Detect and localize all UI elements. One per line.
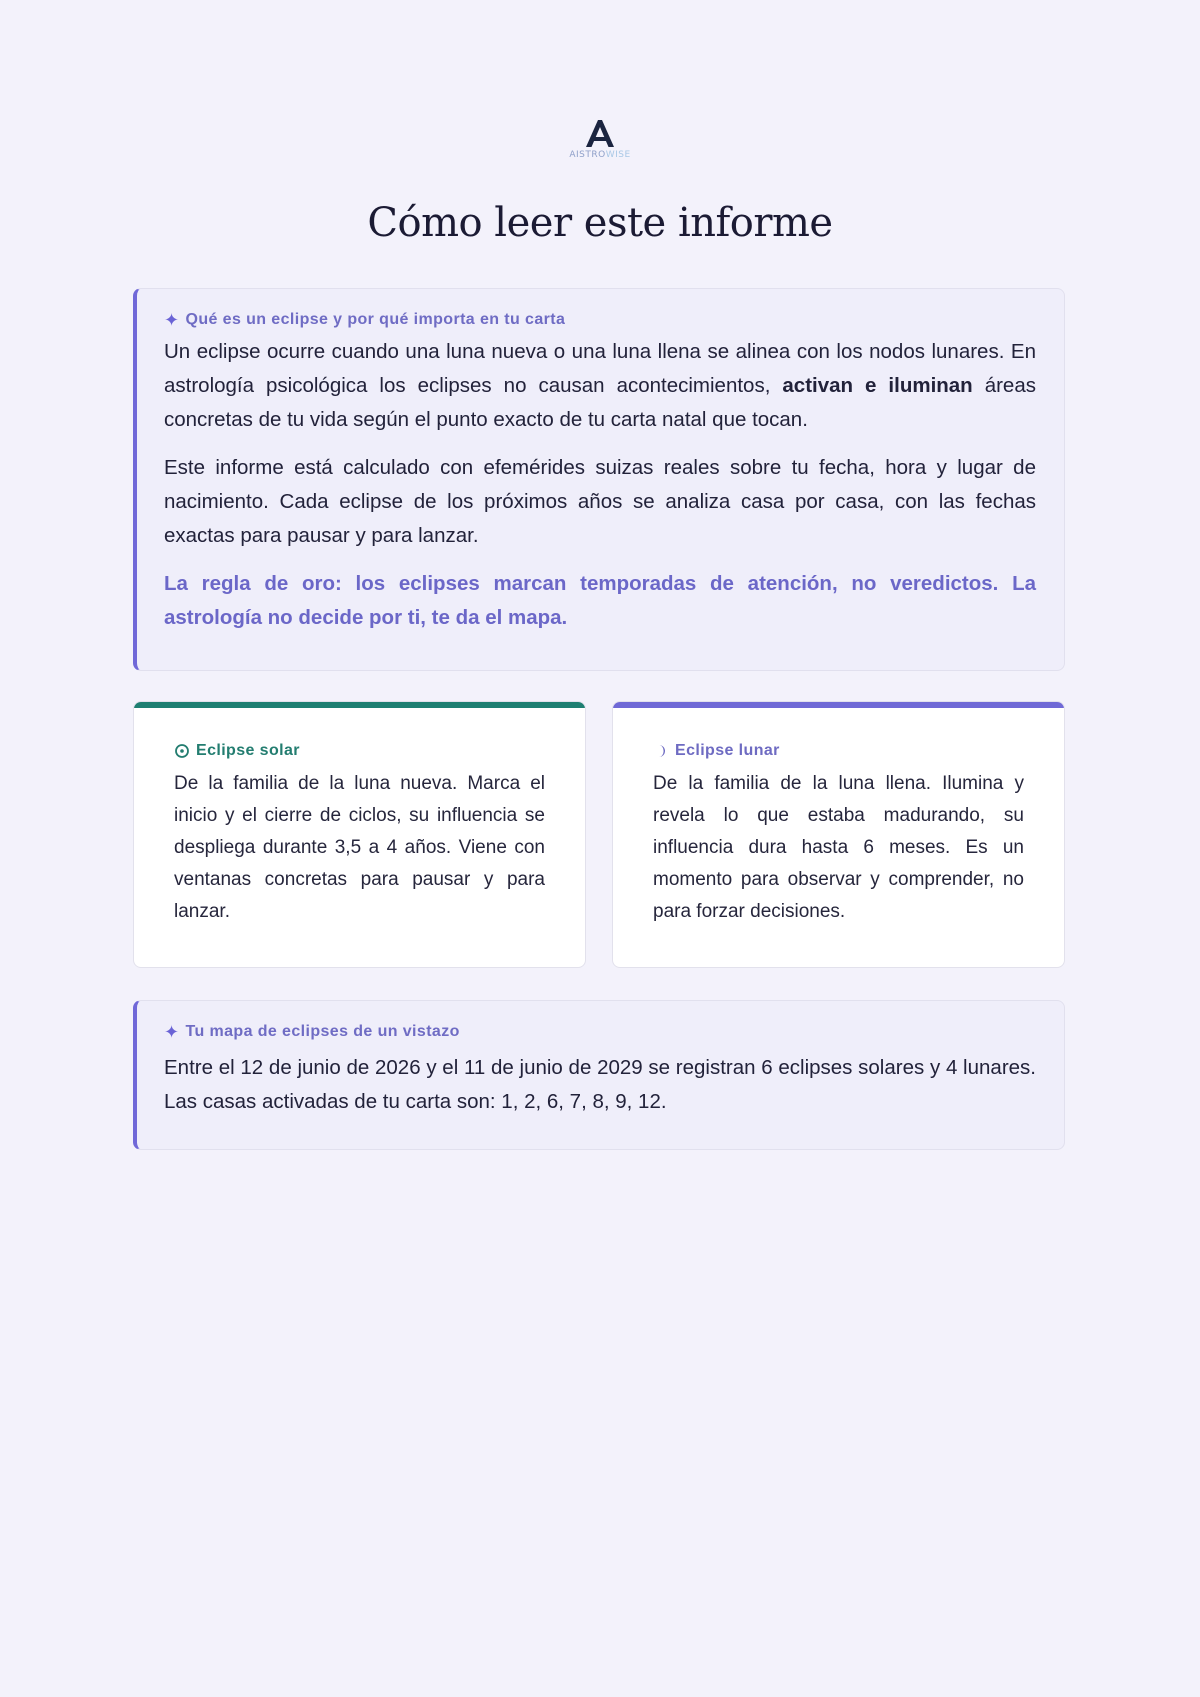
page-title: Cómo leer este informe xyxy=(367,200,833,246)
lunar-eclipse-description: De la familia de la luna llena. Ilumina y revela lo que estaba madurando, su influencia dura hasta 6 meses. Es un momento para observar y comprender, no para forzar decisiones. xyxy=(653,773,1024,922)
summary-callout-heading: ✦ Tu mapa de eclipses de un vistazo xyxy=(164,1022,460,1042)
intro-callout-heading: ✦ Qué es un eclipse y por qué importa en tu carta xyxy=(164,310,566,330)
lunar-eclipse-card xyxy=(612,701,1065,968)
sparkle-icon: ✦ xyxy=(164,310,180,330)
sun-icon xyxy=(174,743,190,759)
brand-logo xyxy=(0,118,1200,160)
solar-eclipse-card xyxy=(133,701,586,968)
sparkle-icon: ✦ xyxy=(164,1022,180,1042)
solar-eclipse-heading: Eclipse solar xyxy=(174,742,545,760)
lunar-eclipse-heading: Eclipse lunar xyxy=(653,742,1024,760)
summary-text: Entre el 12 de junio de 2026 y el 11 de junio de 2029 se registran 6 eclipses solares y 4 lunares. Las casas activadas de tu carta son: 1, 2, 6, 7, 8, 9, 12. xyxy=(164,1056,1036,1113)
golden-rule: La regla de oro: los eclipses marcan temporadas de atención, no veredictos. La astrología no decide por ti, te da el mapa. xyxy=(164,572,1036,629)
intro-callout xyxy=(133,288,1065,671)
brand-name: AISTROWISE xyxy=(569,150,631,160)
solar-eclipse-description: De la familia de la luna nueva. Marca el inicio y el cierre de ciclos, su influencia se despliega durante 3,5 a 4 años. Viene con ventanas concretas para pausar y para lanzar. xyxy=(174,773,545,922)
summary-callout xyxy=(133,1000,1065,1150)
intro-paragraph-2: Este informe está calculado con efemérides suizas reales sobre tu fecha, hora y lugar de nacimiento. Cada eclipse de los próximos años se analiza casa por casa, con las fechas exactas para pausar y para lanzar. xyxy=(164,456,1036,547)
emphasis-text: activan e iluminan xyxy=(782,374,973,397)
moon-icon xyxy=(653,743,669,759)
intro-paragraph-1: Un eclipse ocurre cuando una luna nueva o una luna llena se alinea con los nodos lunares. En astrología psicológica los eclipses no causan acontecimientos, activan e iluminan áreas concretas de tu vida según el punto exacto de tu carta natal que tocan. xyxy=(164,340,1036,431)
logo-a-icon xyxy=(583,118,617,148)
